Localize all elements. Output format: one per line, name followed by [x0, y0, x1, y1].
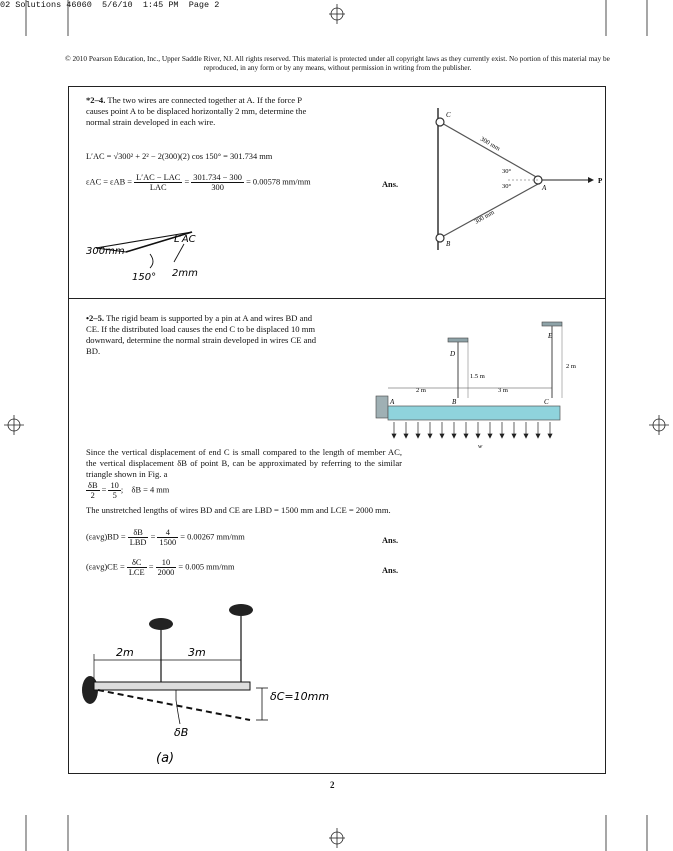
sketch24-lac: L′AC: [174, 234, 196, 245]
eq2-result: = 0.00578 mm/mm: [246, 177, 311, 187]
fig24-len-bottom: 300 mm: [473, 208, 496, 226]
eq-bd-frac-2: [157, 528, 178, 547]
sketch24-angle: 150°: [132, 272, 157, 283]
eq2-frac2-den: 300: [211, 183, 224, 192]
fig24-angle-bottom: 30°: [502, 183, 512, 190]
sketch24-len: 300mm: [86, 246, 125, 257]
eq-sim-frac1-den: 2: [90, 491, 95, 500]
sketch-2-5-fig-a: [76, 596, 356, 768]
eq-ce-frac2-num: 10: [156, 558, 177, 568]
problem-divider: [68, 298, 606, 299]
eq2-lhs: εAC = εAB =: [86, 177, 133, 187]
equation-strain-bd: (εavg)BD = $\frac{\delta B}{\text{LBD}}$ = $\frac{4}{1500}$ = 0.00267 mm/mm: [86, 528, 245, 547]
eq2-frac2-num: 301.734 − 300: [193, 173, 242, 182]
fig25-h-ce: 2 m: [566, 363, 576, 370]
similar-triangle-paragraph: Since the vertical displacement of end C is small compared to the length of member AC, the vertical displacement δB of point B, can be approximated by referring to the similar triangle shown in Fig. a: [86, 447, 402, 479]
fig25-label-d: D: [450, 350, 456, 358]
fig25-label-b: B: [452, 398, 457, 406]
figure-2-5: [372, 318, 604, 454]
problem-2-5-text: The rigid beam is supported by a pin at A and wires BD and CE. If the distributed load causes the end C to be displaced 10 mm downward, determine the normal strain developed in wires CE and BD.: [86, 313, 317, 356]
eq2-fraction-2: [191, 173, 244, 192]
answer-label-2-4: Ans.: [382, 180, 399, 189]
eq-ce-frac-1: [127, 558, 147, 577]
fig25-label-a: A: [390, 398, 395, 406]
fig24-len-top: 300 mm: [479, 135, 502, 153]
problem-2-5-number: •2–5.: [86, 313, 105, 323]
figure-2-4: [420, 100, 610, 260]
answer-label-bd: Ans.: [382, 536, 399, 545]
eq-sim-result: δB = 4 mm: [131, 485, 170, 495]
sketch25-caption: (a): [156, 751, 175, 766]
equation-strain-ce: (εavg)CE = $\frac{\delta C}{\text{LCE}}$ = $\frac{10}{2000}$ = 0.005 mm/mm: [86, 558, 235, 577]
problem-2-4-statement: [86, 95, 326, 128]
fig25-h-bd: 1.5 m: [470, 373, 485, 380]
fig24-label-a: A: [542, 184, 547, 192]
fig24-angle-top: 30°: [502, 168, 512, 175]
fig25-span-bc: 3 m: [498, 387, 508, 394]
sketch24-disp: 2mm: [172, 268, 198, 279]
eq2-frac1-den: LAC: [149, 183, 167, 192]
eq-ce-frac-2: [156, 558, 177, 577]
equation-similar-triangle: $\frac{\delta B}{2}$ = $\frac{10}{5}$ ; δB = 4 mm: [88, 481, 170, 500]
sketch25-delta-c: δC=10mm: [270, 690, 330, 703]
eq-bd-lhs: (εavg)BD =: [86, 532, 126, 542]
eq-ce-frac2-den: 2000: [157, 568, 175, 577]
fig25-label-e: E: [548, 332, 553, 340]
eq-sim-frac1-num: δB: [88, 481, 98, 490]
answer-label-ce: Ans.: [382, 566, 399, 575]
fig25-label-w: w: [478, 443, 483, 450]
eq-bd-result: = 0.00267 mm/mm: [180, 532, 245, 542]
equation-strain-ac: εAC = εAB = $\frac{\text{L′AC − LAC}}{\text{LAC}}$ = $\frac{301.734 - 300}{300}$ = 0.00578 mm/mm: [86, 173, 311, 192]
fig25-span-ab: 2 m: [416, 387, 426, 394]
copyright-notice: © 2010 Pearson Education, Inc., Upper Saddle River, NJ. All rights reserved. This material is protected under all copyright laws as they currently exist. No portion of this material may be reproduced, in any form or by any means, without permission in writing from the publisher.: [65, 54, 610, 72]
eq-bd-frac-1: [128, 528, 149, 547]
eq-sim-frac2-den: 5: [112, 491, 117, 500]
eq1-lhs: L′AC =: [86, 152, 112, 161]
eq-sim-frac-1: [86, 481, 100, 500]
eq-sim-frac2-num: 10: [110, 481, 119, 490]
problem-2-5-statement: [86, 313, 326, 357]
problem-2-4-number: *2–4.: [86, 95, 106, 105]
eq-bd-frac1-num: δB: [128, 528, 149, 538]
eq-bd-frac2-num: 4: [157, 528, 178, 538]
fig24-label-c: C: [446, 111, 451, 119]
eq1-rhs: √300² + 2² − 2(300)(2) cos 150° = 301.734 mm: [113, 152, 273, 161]
eq-bd-frac2-den: 1500: [159, 538, 177, 547]
eq-ce-result: = 0.005 mm/mm: [178, 562, 235, 572]
page-number: 2: [330, 780, 335, 790]
sketch25-delta-b: δB: [174, 726, 189, 739]
sketch-2-4: [84, 222, 224, 284]
eq2-frac1-num: L′AC − LAC: [136, 173, 181, 182]
problem-2-4-text: The two wires are connected together at A. If the force P causes point A to be displaced horizontally 2 mm, determine the normal strain developed in each wire.: [86, 95, 307, 127]
fig24-label-p: P: [598, 177, 603, 185]
sketch25-span-2: 3m: [188, 646, 206, 659]
eq-ce-lhs: (εavg)CE =: [86, 562, 125, 572]
eq-ce-frac1-den: LCE: [128, 568, 145, 577]
eq-ce-frac1-num: δC: [127, 558, 147, 568]
fig24-label-b: B: [446, 240, 451, 248]
equation-lac-prime: [86, 152, 272, 161]
eq-bd-frac1-den: LBD: [129, 538, 147, 547]
eq2-fraction-1: [134, 173, 182, 192]
print-slug: 02 Solutions 46060 5/6/10 1:45 PM Page 2: [0, 0, 220, 10]
sketch25-span-1: 2m: [116, 646, 134, 659]
unstretched-lengths-paragraph: The unstretched lengths of wires BD and CE are LBD = 1500 mm and LCE = 2000 mm.: [86, 505, 391, 515]
eq-sim-frac-2: [108, 481, 120, 500]
fig25-label-c: C: [544, 398, 549, 406]
